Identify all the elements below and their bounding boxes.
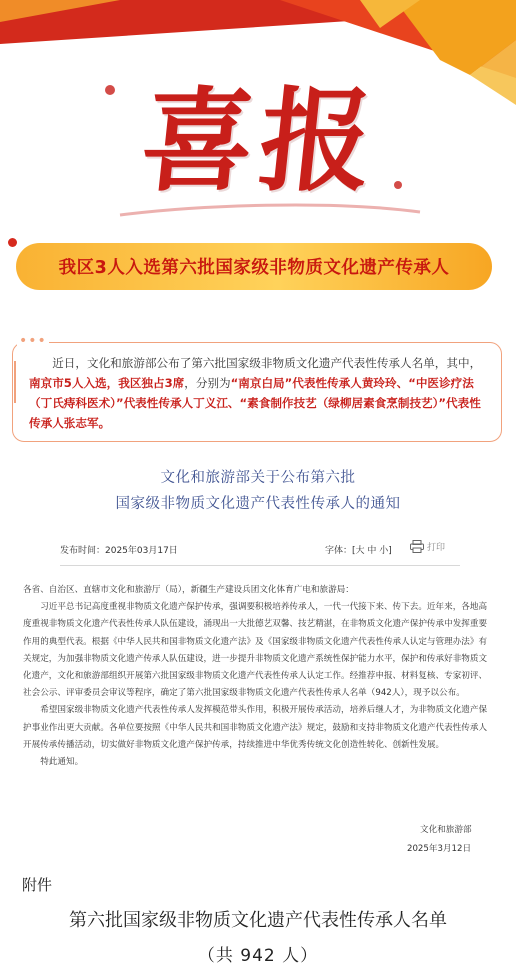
printer-icon bbox=[410, 540, 424, 553]
notice-title-line-2: 国家级非物质文化遗产代表性传承人的通知 bbox=[115, 496, 401, 512]
signature-date: 2025年3月12日 bbox=[407, 844, 472, 854]
body-paragraph-2: 希望国家级非物质文化遗产代表性传承人发挥模范带头作用，积极开展传承活动，培养后继人才，为非物质文化遗产保护事业作出更大贡献。各单位要按照《中华人民共和国非物质文化遗产法》规定，鼓励和支持非物质文化遗产代表性传承人开展传承传播活动，切实做好非物质文化遗产保护传承，持续推进中华优秀传统文化创造性转化、创新性发展。 bbox=[23, 705, 488, 750]
intro-text-2: ，分别为 bbox=[184, 376, 231, 390]
attachment-label: 附件 bbox=[22, 876, 53, 894]
closing: 特此通知。 bbox=[40, 757, 84, 768]
banner bbox=[0, 0, 516, 300]
intro-text-1: 近日，文化和旅游部公布了第六批国家级非物质文化遗产代表性传承人名单，其中， bbox=[52, 356, 482, 370]
bracket-decoration bbox=[11, 343, 27, 443]
dots-decoration: ••• bbox=[19, 333, 47, 349]
subtitle-text: 我区3人入选第六批国家级非物质文化遗产传承人 bbox=[58, 258, 450, 278]
intro-box bbox=[12, 333, 502, 442]
attachment-count: （共 942 人） bbox=[197, 946, 319, 966]
signature-org: 文化和旅游部 bbox=[420, 825, 472, 835]
body-paragraph-1: 习近平总书记高度重视非物质文化遗产保护传承，强调要积极培养传承人，一代一代接下来、传下去。近年来，各地高度重视非物质文化遗产代表性传承人队伍建设，涌现出一大批德艺双馨、技艺精湛，在非物质文化遗产保护传承中发挥重要作用的典型代表。根据《中华人民共和国非物质文化遗产法》及《国家级非物质文化遗产代表性传承人认定与管理办法》有关规定，为加强非物质文化遗产传承人队伍建设，进一步提升非物质文化遗产系统性保护能力水平，保护和传承好非物质文化遗产，文化和旅游部组织开展第六批国家级非物质文化遗产代表性传承人认定工作。经推荐申报、材料复核、专家初评、社会公示、评审委员会审议等程序，确定了第六批国家级非物质文化遗产代表性传承人名单（942人），现予以公布。 bbox=[23, 602, 488, 699]
intro-paragraph bbox=[29, 353, 487, 433]
print-button[interactable] bbox=[410, 540, 445, 553]
salutation: 各省、自治区、直辖市文化和旅游厅（局），新疆生产建设兵团文化体育广电和旅游局： bbox=[23, 585, 354, 595]
divider bbox=[60, 565, 460, 566]
print-label: 打印 bbox=[427, 543, 446, 553]
font-size-selector[interactable]: 字体：[大 中 小] bbox=[325, 546, 392, 556]
publish-time: 发布时间：2025年03月17日 bbox=[60, 546, 178, 556]
notice-body bbox=[23, 582, 491, 771]
intro-highlight-1: 南京市5人入选，我区独占3席 bbox=[29, 376, 185, 390]
headline: 喜报 bbox=[135, 76, 385, 207]
intro-highlight-2: “南京白局”代表性传承人黄玲玲、“中医诊疗法（丁氏痔科医术）”代表性传承人丁义江、“素食制作技艺（绿柳居素食烹制技艺）”代表性传承人张志军。 bbox=[29, 376, 481, 430]
attachment-list-title: 第六批国家级非物质文化遗产代表性传承人名单 bbox=[69, 910, 447, 931]
subtitle-bar bbox=[16, 243, 492, 290]
notice-title-line-1: 文化和旅游部关于公布第六批 bbox=[160, 470, 356, 486]
meta-row bbox=[60, 543, 460, 559]
red-dot-decoration bbox=[8, 238, 17, 247]
